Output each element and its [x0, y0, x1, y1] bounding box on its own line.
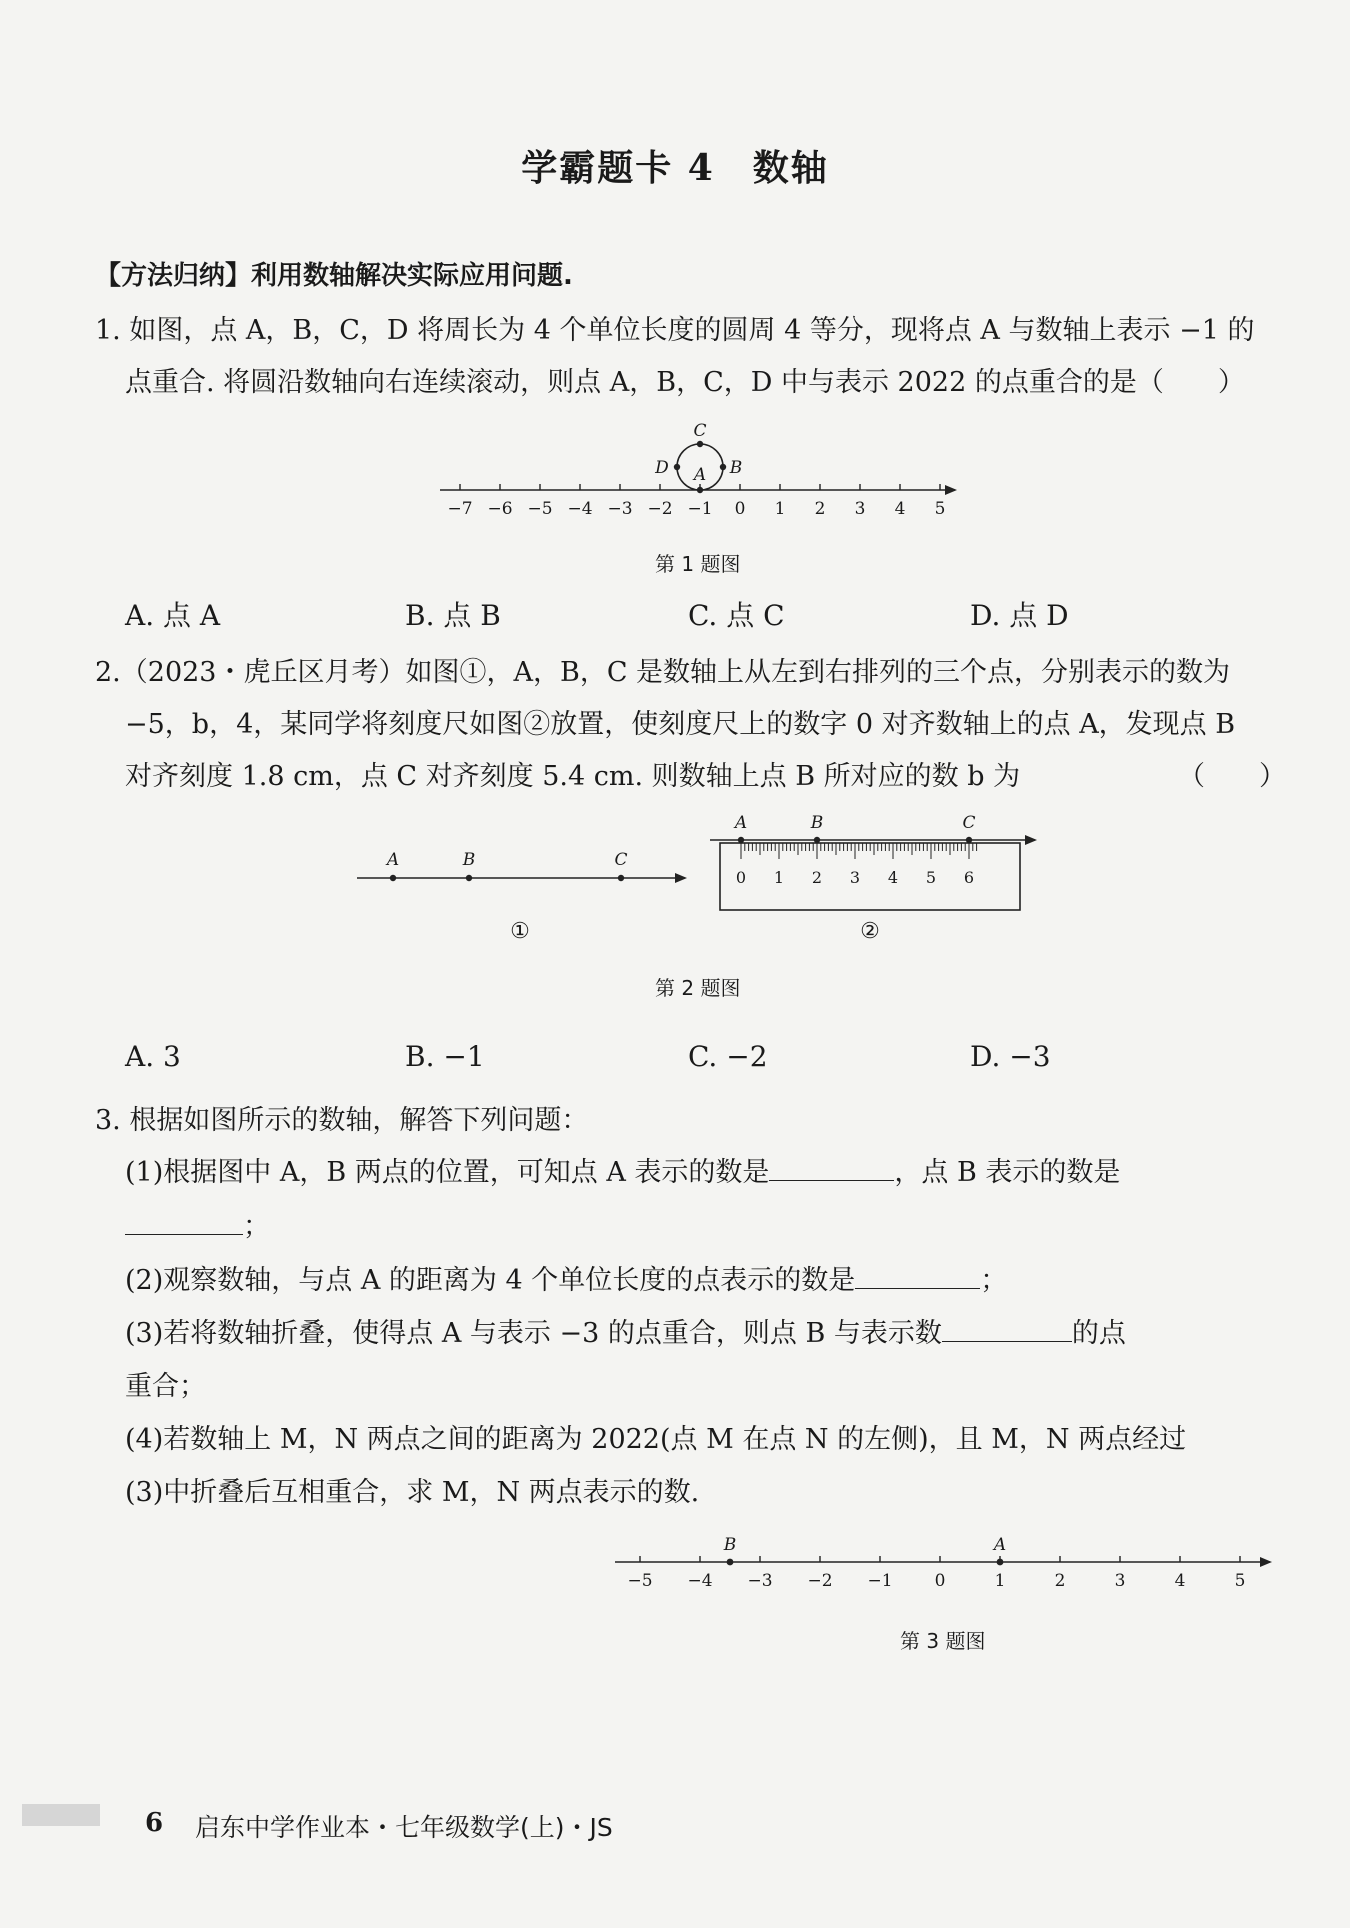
q3-part-1-line: [125, 1150, 1120, 1189]
q3-part-1-line-2: [125, 1204, 270, 1243]
page-number: 6: [145, 1808, 164, 1838]
q3-figure: [605, 1520, 1285, 1595]
q3-part-3-text-b: 的点: [1071, 1318, 1126, 1349]
q3-tick-label: −4: [687, 1571, 713, 1591]
q3-tick-label: −5: [627, 1571, 653, 1591]
q2-fig1-point-c: [618, 875, 624, 881]
q3-part-1-blank-a[interactable]: [769, 1152, 894, 1181]
q2-ruler-number: 1: [773, 868, 785, 887]
q3-part-3-line-2: 重合；: [125, 1371, 206, 1402]
q3-figure-caption: 第 3 题图: [900, 1629, 986, 1653]
q1-line-2: 点重合. 将圆沿数轴向右连续滚动，则点 A，B，C，D 中与表示 2022 的点重合的是（ ）: [125, 367, 1245, 398]
q1-point-a: [697, 487, 703, 493]
q1-option-d: D. 点 D: [970, 599, 1069, 632]
q3-part-2-line: [125, 1258, 1007, 1297]
q1-tick-label: −6: [487, 499, 513, 519]
q2-fig2-label-a: A: [734, 813, 748, 833]
q1-figure-caption: 第 1 题图: [655, 552, 741, 576]
q2-line-1: 2.（2023・虎丘区月考）如图①，A，B，C 是数轴上从左到右排列的三个点，分别表示的数为: [95, 657, 1231, 688]
q3-part-2-text-b: ；: [980, 1265, 1008, 1296]
q3-point-a: [997, 1559, 1004, 1566]
q3-part-1-text-a: (1)根据图中 A，B 两点的位置，可知点 A 表示的数是: [125, 1157, 770, 1188]
q2-fig2-label-c: C: [962, 813, 976, 833]
q3-part-2-blank[interactable]: [855, 1260, 980, 1289]
q1-tick-label: 2: [814, 499, 826, 519]
q3-part-3-text-a: (3)若将数轴折叠，使得点 A 与表示 −3 的点重合，则点 B 与表示数: [125, 1318, 942, 1349]
q3-tick-label: 1: [994, 1571, 1006, 1591]
q3-intro: 3. 根据如图所示的数轴，解答下列问题：: [95, 1105, 589, 1136]
q2-fig2-point-c: [966, 837, 972, 843]
q2-sub-label-2: ②: [860, 919, 880, 944]
q2-figures: [355, 810, 1055, 950]
footer-decoration: [22, 1804, 100, 1826]
q1-tick-label: −5: [527, 499, 553, 519]
q2-fig2-point-b: [814, 837, 820, 843]
q1-tick-label: 1: [774, 499, 786, 519]
q3-tick-label: −1: [867, 1571, 893, 1591]
q3-part-1-text-c: ；: [243, 1211, 270, 1242]
q3-tick-label: 3: [1114, 1571, 1126, 1591]
q1-tick-label: −7: [447, 499, 473, 519]
q1-point-b: [720, 464, 726, 470]
q2-fig2-arrow: [1025, 835, 1037, 845]
q2-fig1-arrow: [675, 873, 687, 883]
q2-ruler-number: 4: [887, 868, 899, 887]
q2-option-c: C. −2: [688, 1040, 768, 1073]
q1-option-b: B. 点 B: [405, 599, 501, 632]
q1-label-b: B: [729, 458, 743, 478]
q1-line-1: 1. 如图，点 A，B，C，D 将周长为 4 个单位长度的圆周 4 等分，现将点 A 与数轴上表示 −1 的: [95, 315, 1255, 346]
q1-label-a: A: [693, 465, 707, 485]
q2-option-b: B. −1: [405, 1040, 485, 1073]
q3-point-b: [727, 1559, 734, 1566]
q2-fig2-point-a: [738, 837, 744, 843]
q2-fig1-label-b: B: [462, 850, 476, 870]
q1-point-d: [674, 464, 680, 470]
q1-point-c: [697, 441, 703, 447]
q2-fig1-label-a: A: [386, 850, 400, 870]
q1-tick-label: 4: [894, 499, 906, 519]
q2-ruler-body: [720, 843, 1020, 910]
q2-option-d: D. −3: [970, 1040, 1051, 1073]
q3-label-a: A: [993, 1535, 1007, 1555]
q3-part-1-text-b: ，点 B 表示的数是: [894, 1157, 1121, 1188]
q2-ruler-number: 5: [925, 868, 937, 887]
q3-part-3-line: [125, 1311, 1126, 1350]
q1-label-d: D: [655, 458, 669, 478]
q1-axis-arrow: [945, 485, 957, 495]
q1-figure: [430, 410, 970, 520]
q3-part-4-line-1: (4)若数轴上 M，N 两点之间的距离为 2022(点 M 在点 N 的左侧)，且 M，N 两点经过: [125, 1424, 1187, 1455]
q2-sub-label-1: ①: [510, 919, 530, 944]
q1-tick-label: −2: [647, 499, 673, 519]
book-title: 启东中学作业本・七年级数学(上)・JS: [195, 1813, 613, 1842]
q2-fig1-label-c: C: [614, 850, 628, 870]
q3-tick-label: 4: [1174, 1571, 1186, 1591]
q1-tick-label: 3: [854, 499, 866, 519]
q3-part-3-blank[interactable]: [942, 1313, 1072, 1342]
q2-fig2-label-b: B: [810, 813, 824, 833]
q2-line-3: 对齐刻度 1.8 cm，点 C 对齐刻度 5.4 cm. 则数轴上点 B 所对应的数 b 为: [125, 761, 1021, 792]
q3-part-2-text-a: (2)观察数轴，与点 A 的距离为 4 个单位长度的点表示的数是: [125, 1265, 856, 1296]
q3-part-4-line-2: (3)中折叠后互相重合，求 M，N 两点表示的数.: [125, 1477, 700, 1508]
q3-label-b: B: [723, 1535, 737, 1555]
method-summary: 【方法归纳】利用数轴解决实际应用问题.: [95, 261, 573, 291]
q1-tick-label: 5: [934, 499, 946, 519]
q3-axis-arrow: [1260, 1557, 1272, 1567]
q1-tick-label: −4: [567, 499, 593, 519]
q1-tick-label: −3: [607, 499, 633, 519]
q1-option-c: C. 点 C: [688, 599, 785, 632]
q1-tick-label: 0: [734, 499, 746, 519]
q3-tick-label: 2: [1054, 1571, 1066, 1591]
q2-ruler-number: 2: [811, 868, 823, 887]
q3-part-1-blank-b[interactable]: [125, 1206, 243, 1235]
q1-label-c: C: [693, 421, 707, 441]
q2-line-2: −5，b，4，某同学将刻度尺如图②放置，使刻度尺上的数字 0 对齐数轴上的点 A，发现点 B: [125, 709, 1236, 740]
q2-ruler-number: 6: [963, 868, 975, 887]
q2-ruler-number: 3: [849, 868, 861, 887]
q2-answer-paren: （ ）: [1178, 761, 1286, 792]
q3-tick-label: 5: [1234, 1571, 1246, 1591]
q1-tick-label: −1: [687, 499, 713, 519]
q2-option-a: A. 3: [125, 1040, 181, 1073]
q2-fig1-point-b: [466, 875, 472, 881]
q3-tick-label: −2: [807, 1571, 833, 1591]
q1-option-a: A. 点 A: [125, 599, 221, 632]
q3-tick-label: −3: [747, 1571, 773, 1591]
q2-figure-caption: 第 2 题图: [655, 976, 741, 1000]
q2-fig1-point-a: [390, 875, 396, 881]
page-title: 学霸题卡 4 数轴: [521, 147, 829, 189]
q3-tick-label: 0: [934, 1571, 946, 1591]
q2-ruler-number: 0: [735, 868, 747, 887]
